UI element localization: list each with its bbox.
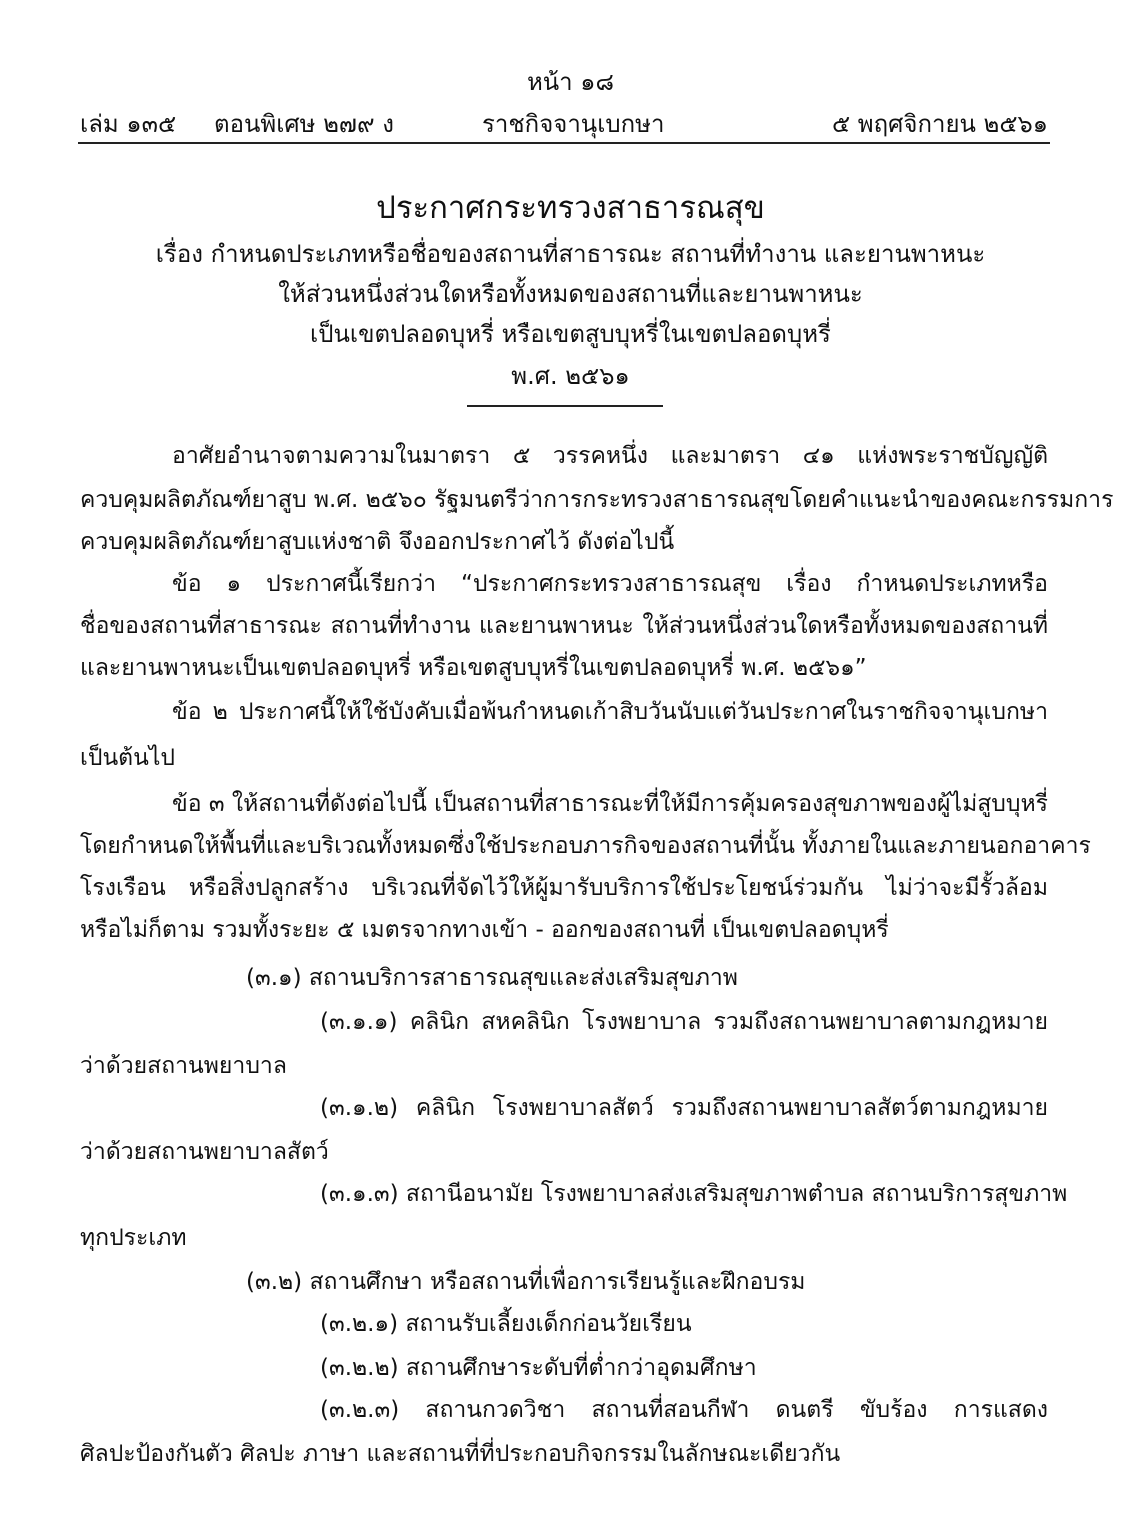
clause-1-line: และยานพาหนะเป็นเขตปลอดบุหรี่ หรือเขตสูบบุหรี่ในเขตปลอดบุหรี่ พ.ศ. ๒๕๖๑”: [80, 655, 867, 681]
issue-label: ตอนพิเศษ ๒๗๙ ง: [214, 110, 394, 138]
clause-3-line: ข้อ ๓ ให้สถานที่ดังต่อไปนี้ เป็นสถานที่สาธารณะที่ให้มีการคุ้มครองสุขภาพของผู้ไม่สูบบุหรี่: [172, 791, 1049, 817]
page-number: หน้า ๑๘: [526, 68, 615, 96]
publication-date: ๕ พฤศจิกายน ๒๕๖๑: [832, 110, 1048, 138]
header-divider: [78, 142, 1050, 144]
item-3-1-3-cont: ทุกประเภท: [80, 1225, 187, 1251]
preamble-line: ควบคุมผลิตภัณฑ์ยาสูบแห่งชาติ จึงออกประกาศไว้ ดังต่อไปนี้: [80, 529, 675, 555]
subject-line-1: เรื่อง กำหนดประเภทหรือชื่อของสถานที่สาธารณะ สถานที่ทำงาน และยานพาหนะ: [155, 240, 986, 268]
subject-line-3: เป็นเขตปลอดบุหรี่ หรือเขตสูบบุหรี่ในเขตปลอดบุหรี่: [310, 320, 831, 348]
subject-line-2: ให้ส่วนหนึ่งส่วนใดหรือทั้งหมดของสถานที่และยานพาหนะ: [278, 280, 863, 308]
publication-name: ราชกิจจานุเบกษา: [482, 110, 665, 138]
item-3-2-3: (๓.๒.๓) สถานกวดวิชา สถานที่สอนกีฬา ดนตรี ขับร้อง การแสดง: [320, 1397, 1048, 1423]
gazette-header-row: [80, 104, 1048, 138]
clause-1-line: ข้อ ๑ ประกาศนี้เรียกว่า “ประกาศกระทรวงสาธารณสุข เรื่อง กำหนดประเภทหรือ: [172, 571, 1048, 597]
clause-2-line: ข้อ ๒ ประกาศนี้ให้ใช้บังคับเมื่อพ้นกำหนดเก้าสิบวันนับแต่วันประกาศในราชกิจจานุเบกษา: [172, 699, 1048, 725]
item-3-1-1-cont: ว่าด้วยสถานพยาบาล: [80, 1053, 287, 1079]
clause-1-line: ชื่อของสถานที่สาธารณะ สถานที่ทำงาน และยานพาหนะ ให้ส่วนหนึ่งส่วนใดหรือทั้งหมดของสถานที่: [80, 613, 1048, 639]
item-3-1-1: (๓.๑.๑) คลินิก สหคลินิก โรงพยาบาล รวมถึงสถานพยาบาลตามกฎหมาย: [320, 1009, 1048, 1035]
item-3-2: (๓.๒) สถานศึกษา หรือสถานที่เพื่อการเรียนรู้และฝึกอบรม: [246, 1269, 806, 1295]
item-3-2-1: (๓.๒.๑) สถานรับเลี้ยงเด็กก่อนวัยเรียน: [320, 1311, 692, 1337]
preamble-line: ควบคุมผลิตภัณฑ์ยาสูบ พ.ศ. ๒๕๖๐ รัฐมนตรีว่าการกระทรวงสาธารณสุขโดยคำแนะนำของคณะกรรมการ: [80, 487, 1114, 513]
item-3-1-2-cont: ว่าด้วยสถานพยาบาลสัตว์: [80, 1139, 329, 1165]
clause-3-line: หรือไม่ก็ตาม รวมทั้งระยะ ๕ เมตรจากทางเข้า - ออกของสถานที่ เป็นเขตปลอดบุหรี่: [80, 917, 889, 943]
volume-label: เล่ม ๑๓๕: [80, 110, 177, 138]
item-3-1: (๓.๑) สถานบริการสาธารณสุขและส่งเสริมสุขภาพ: [246, 965, 738, 991]
clause-3-line: โดยกำหนดให้พื้นที่และบริเวณทั้งหมดซึ่งใช้ประกอบภารกิจของสถานที่นั้น ทั้งภายในและภายนอกอาคาร: [80, 833, 1091, 859]
item-3-2-2: (๓.๒.๒) สถานศึกษาระดับที่ต่ำกว่าอุดมศึกษา: [320, 1355, 757, 1381]
announcement-title: ประกาศกระทรวงสาธารณสุข: [376, 190, 765, 226]
preamble-line: อาศัยอำนาจตามความในมาตรา ๕ วรรคหนึ่ง และมาตรา ๔๑ แห่งพระราชบัญญัติ: [172, 443, 1049, 469]
title-divider: [467, 405, 663, 407]
announcement-year: พ.ศ. ๒๕๖๑: [511, 362, 630, 390]
clause-2-line: เป็นต้นไป: [80, 745, 176, 771]
item-3-1-2: (๓.๑.๒) คลินิก โรงพยาบาลสัตว์ รวมถึงสถานพยาบาลสัตว์ตามกฎหมาย: [320, 1095, 1048, 1121]
item-3-2-3-cont: ศิลปะป้องกันตัว ศิลปะ ภาษา และสถานที่ที่ประกอบกิจกรรมในลักษณะเดียวกัน: [80, 1441, 841, 1467]
clause-3-line: โรงเรือน หรือสิ่งปลูกสร้าง บริเวณที่จัดไว้ให้ผู้มารับบริการใช้ประโยชน์ร่วมกัน ไม่ว่าจะมีรั้วล้อม: [80, 875, 1048, 901]
item-3-1-3: (๓.๑.๓) สถานีอนามัย โรงพยาบาลส่งเสริมสุขภาพตำบล สถานบริการสุขภาพ: [320, 1181, 1068, 1207]
